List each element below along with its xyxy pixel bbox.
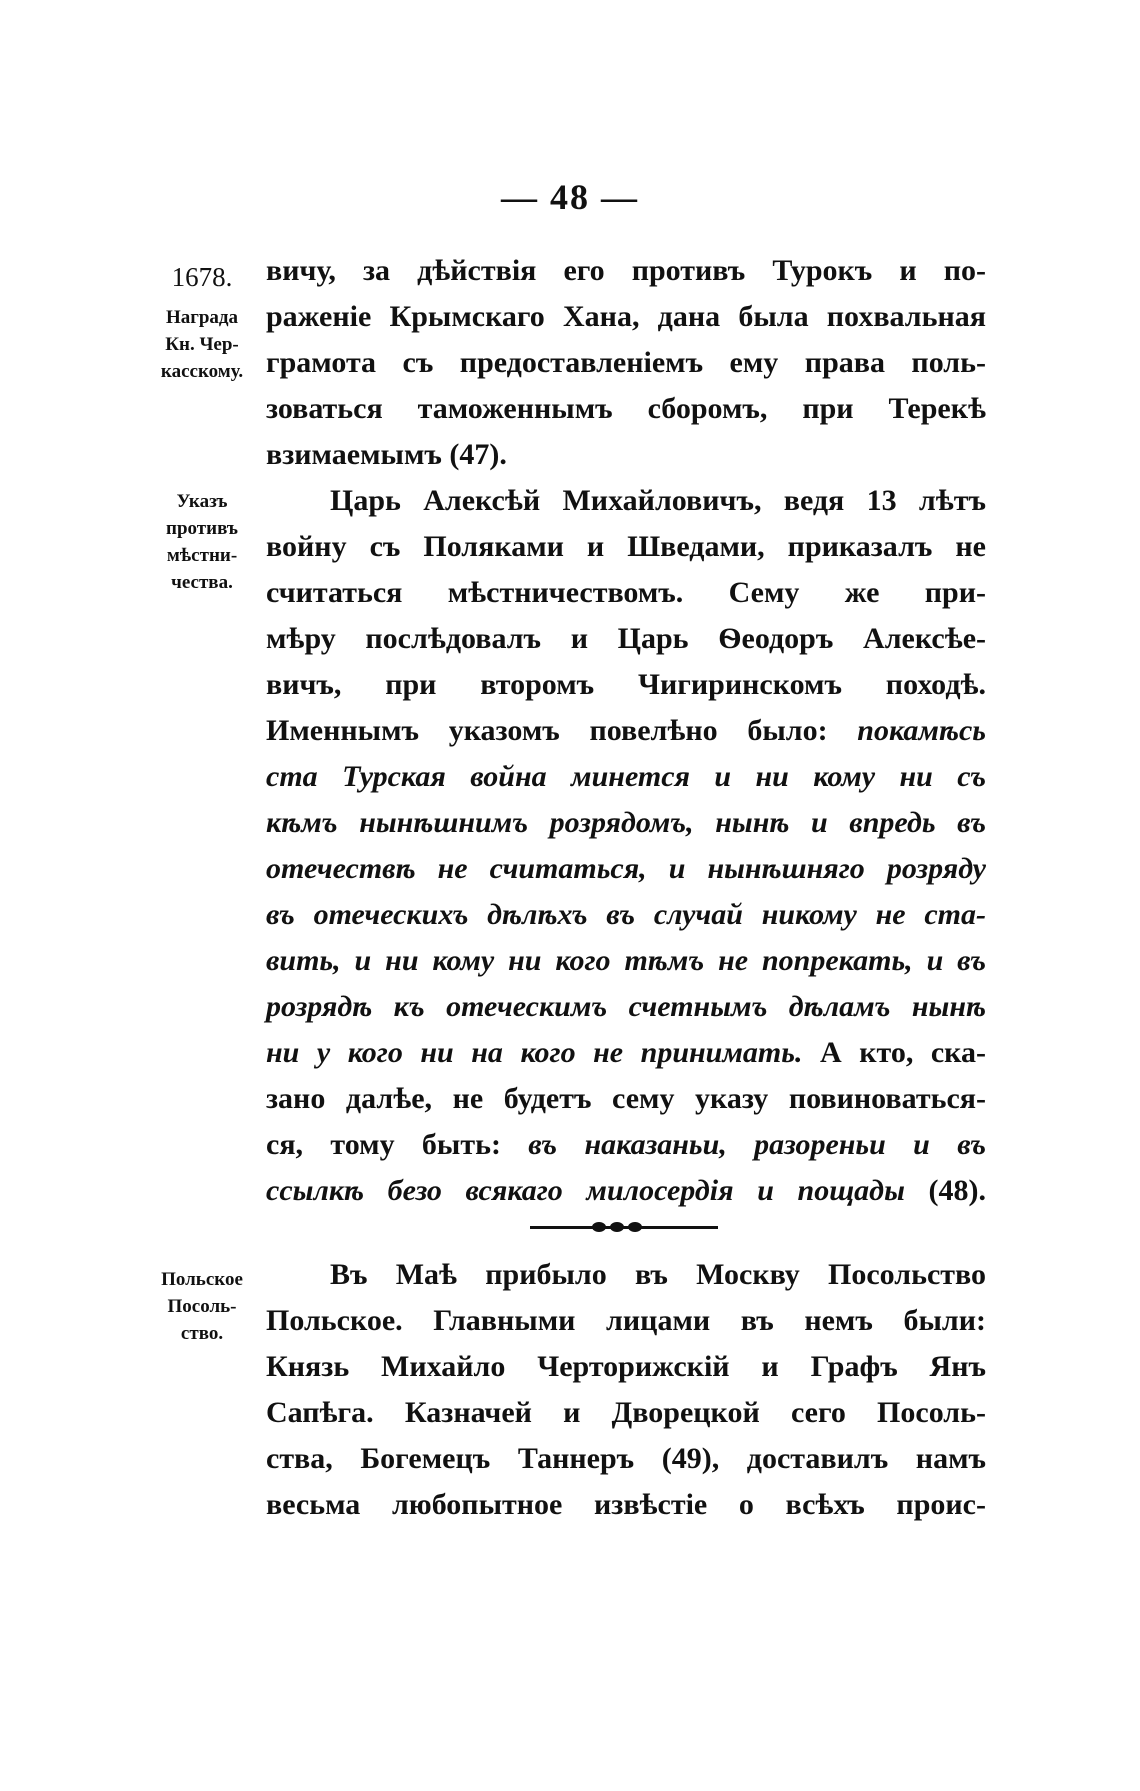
text-line: Князь Михайло Черторижскій и Графъ Янъ — [266, 1350, 986, 1383]
text-line: ства, Богемецъ Таннеръ (49), доставилъ намъ — [266, 1442, 986, 1475]
italic-quote: ссылкѣ безо всякаго милосердія и пощады — [266, 1174, 905, 1207]
text-run: А кто, ска- — [802, 1036, 986, 1069]
text-line: зоваться таможеннымъ сборомъ, при Терекѣ — [266, 392, 986, 425]
italic-quote: кѣмъ нынѣшнимъ розрядомъ, нынѣ и впредь въ — [266, 806, 986, 839]
margin-year: 1678. — [171, 262, 233, 292]
text-line: зано далѣе, не будетъ сему указу повиноваться- — [266, 1082, 986, 1115]
paragraph-reward — [266, 248, 986, 478]
italic-quote: розрядѣ къ отеческимъ счетнымъ дѣламъ нынѣ — [266, 990, 986, 1023]
text-line: весьма любопытное извѣстіе о всѣхъ проис- — [266, 1488, 986, 1521]
text-run: ся, тому быть: — [266, 1128, 529, 1161]
text-line: Польское. Главными лицами въ немъ были: — [266, 1304, 986, 1337]
text-line: Сапѣга. Казначей и Дворецкой сего Посоль- — [266, 1396, 986, 1429]
text-run: Именнымъ указомъ повелѣно было: — [266, 714, 858, 747]
margin-note-line: Кн. Чер- — [165, 334, 239, 355]
text-line: Царь Алексѣй Михайловичъ, ведя 13 лѣтъ — [330, 484, 986, 517]
text-line: войну съ Поляками и Шведами, приказалъ не — [266, 530, 986, 563]
text-line: вичъ, при второмъ Чигиринскомъ походѣ. — [266, 668, 986, 701]
text-line: раженіе Крымскаго Хана, дана была похвальная — [266, 300, 986, 333]
text-line: грамота съ предоставленіемъ ему права поль- — [266, 346, 986, 379]
text-line: взимаемымъ (47). — [266, 438, 507, 471]
text-line — [266, 800, 986, 846]
margin-note-line: Польское — [161, 1269, 243, 1290]
divider-ornament — [592, 1222, 606, 1232]
margin-note-line: Указъ — [176, 491, 228, 512]
page-number: — 48 — — [501, 177, 639, 217]
margin-note-embassy — [138, 1266, 266, 1347]
italic-quote: въ наказаньи, разореньи и въ — [528, 1128, 987, 1161]
margin-note-line: Посоль- — [167, 1296, 237, 1317]
italic-quote: вить, и ни кому ни кого тѣмъ не попрекать, и въ — [266, 944, 986, 977]
text-line — [266, 1168, 986, 1214]
text-line — [266, 1030, 986, 1076]
text-line — [266, 1122, 986, 1168]
paragraph-embassy — [266, 1252, 986, 1528]
divider-ornament — [628, 1222, 642, 1232]
margin-note-line: ство. — [180, 1323, 224, 1344]
margin-note-line: мѣстни- — [166, 545, 238, 566]
section-divider — [530, 1222, 718, 1232]
margin-note-line: чества. — [171, 572, 233, 593]
margin-note-line: противъ — [166, 518, 238, 539]
margin-note-line: Награда — [165, 307, 239, 328]
divider-ornament — [610, 1222, 624, 1232]
text-line: Въ Маѣ прибыло въ Москву Посольство — [330, 1258, 986, 1291]
text-line — [266, 708, 986, 754]
italic-quote: отечествѣ не считаться, и нынѣшняго розряду — [266, 852, 986, 885]
text-line — [266, 892, 986, 938]
margin-note-decree — [138, 488, 266, 596]
text-line — [266, 846, 986, 892]
text-line: считаться мѣстничествомъ. Сему же при- — [266, 576, 986, 609]
text-line: мѣру послѣдовалъ и Царь Ѳеодоръ Алексѣе- — [266, 622, 986, 655]
italic-quote: ста Турская война минется и ни кому ни съ — [266, 760, 986, 793]
italic-quote: покамѣсь — [857, 714, 986, 747]
margin-note-line: касскому. — [160, 361, 244, 382]
paragraph-decree — [266, 478, 986, 1214]
text-line: вичу, за дѣйствія его противъ Турокъ и по- — [266, 254, 986, 287]
text-line — [266, 938, 986, 984]
italic-quote: ни у кого ни на кого не принимать. — [266, 1036, 803, 1069]
text-line — [266, 754, 986, 800]
text-run: (48). — [904, 1174, 986, 1207]
text-line — [266, 984, 986, 1030]
divider-bar — [530, 1226, 718, 1229]
margin-note-reward — [138, 304, 266, 385]
italic-quote: въ отеческихъ дѣлѣхъ въ случай никому не ста- — [266, 898, 986, 931]
